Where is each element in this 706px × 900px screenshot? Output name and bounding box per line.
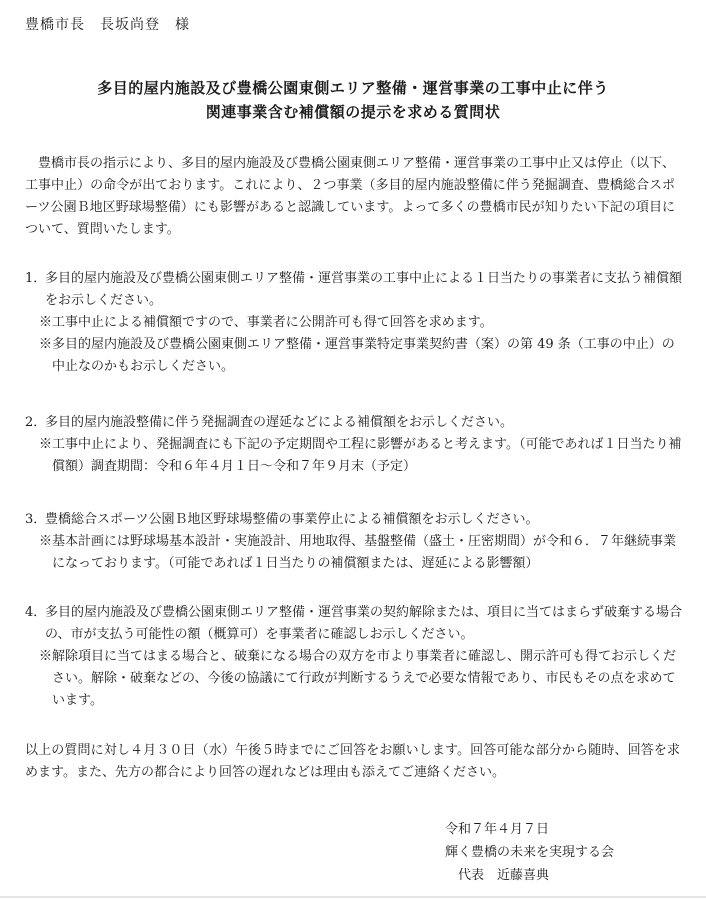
signature-date: 令和７年４月７日 [445,822,550,837]
title-line-1: 多目的屋内施設及び豊橋公園東側エリア整備・運営事業の工事中止に伴う [97,79,609,97]
document-title [0,76,706,124]
question-text: 豊橋総合スポーツ公園Ｂ地区野球場整備の事業停止による補償額をお示しください。 [45,512,539,527]
question-note: ※基本計画には野球場基本設計・実施設計、用地取得、基盤整備（盛土・圧密期間）が令和６．７年継続事業になっております。（可能であれば１日当たりの補償額または、遅延による影響額） [39,534,677,571]
question-note: ※工事中止により、発掘調査にも下記の予定期間や工程に影響があると考えます。（可能であれば１日当たり補償額）調査期間：令和６年４月１日～令和７年９月末（予定） [39,437,682,474]
question-number: 2． [25,415,47,430]
addressee: 豊橋市長 長坂尚登 様 [25,17,190,33]
title-line-2: 関連事業含む補償額の提示を求める質問状 [205,103,501,121]
page-bottom-divider [0,896,706,898]
question-text: 多目的屋内施設及び豊橋公園東側エリア整備・運営事業の工事中止による１日当たりの事業者に支払う補償額をお示しください。 [45,271,683,308]
question-number: 4． [25,605,47,620]
intro-paragraph: 豊橋市長の指示により、多目的屋内施設及び豊橋公園東側エリア整備・運営事業の工事中止又は停止（以下、工事中止）の命令が出ております。これにより、２つ事業（多目的屋内施設整備に伴う発掘調査、豊橋総合スポーツ公園Ｂ地区野球場整備）にも影響があると認識しています。よって多くの豊橋市民が知りたい下記の項目について、質問いたします。 [25,156,676,237]
question-item-2 [25,412,685,478]
question-note: ※解除項目に当てはまる場合と、破棄になる場合の双方を市より事業者に確認し、開示許可も得てお示しください。解除・破棄などの、今後の協議にて行政が判断するうえで必要な情報であり、市民もその点を求めています。 [39,649,677,708]
signature-block [445,818,614,887]
question-number: 1． [25,271,47,286]
question-item-4 [25,602,685,712]
question-note: ※多目的屋内施設及び豊橋公園東側エリア整備・運営事業特定事業契約書（案）の第 49 条（工事の中止）の中止なのかもお示しください。 [39,337,675,374]
question-note: ※工事中止による補償額ですので、事業者に公開許可も得て回答を求めます。 [39,315,493,330]
signature-representative: 代表 近藤喜典 [445,868,550,883]
question-item-1 [25,268,685,378]
question-number: 3． [25,512,47,527]
closing-paragraph: 以上の質問に対し４月３０日（水）午後５時までにご回答をお願いします。回答可能な部分から随時、回答を求めます。また、先方の都合により回答の遅れなどは理由も添えてご連絡ください。 [25,743,680,780]
question-item-3 [25,509,685,575]
question-text: 多目的屋内施設及び豊橋公園東側エリア整備・運営事業の契約解除または、項目に当てはまらず破棄する場合の、市が支払う可能性の額（概算可）を事業者に確認しお示しください。 [45,605,683,642]
question-text: 多目的屋内施設整備に伴う発掘調査の遅延などによる補償額をお示しください。 [45,415,514,430]
signature-organization: 輝く豊橋の未来を実現する会 [445,845,615,860]
